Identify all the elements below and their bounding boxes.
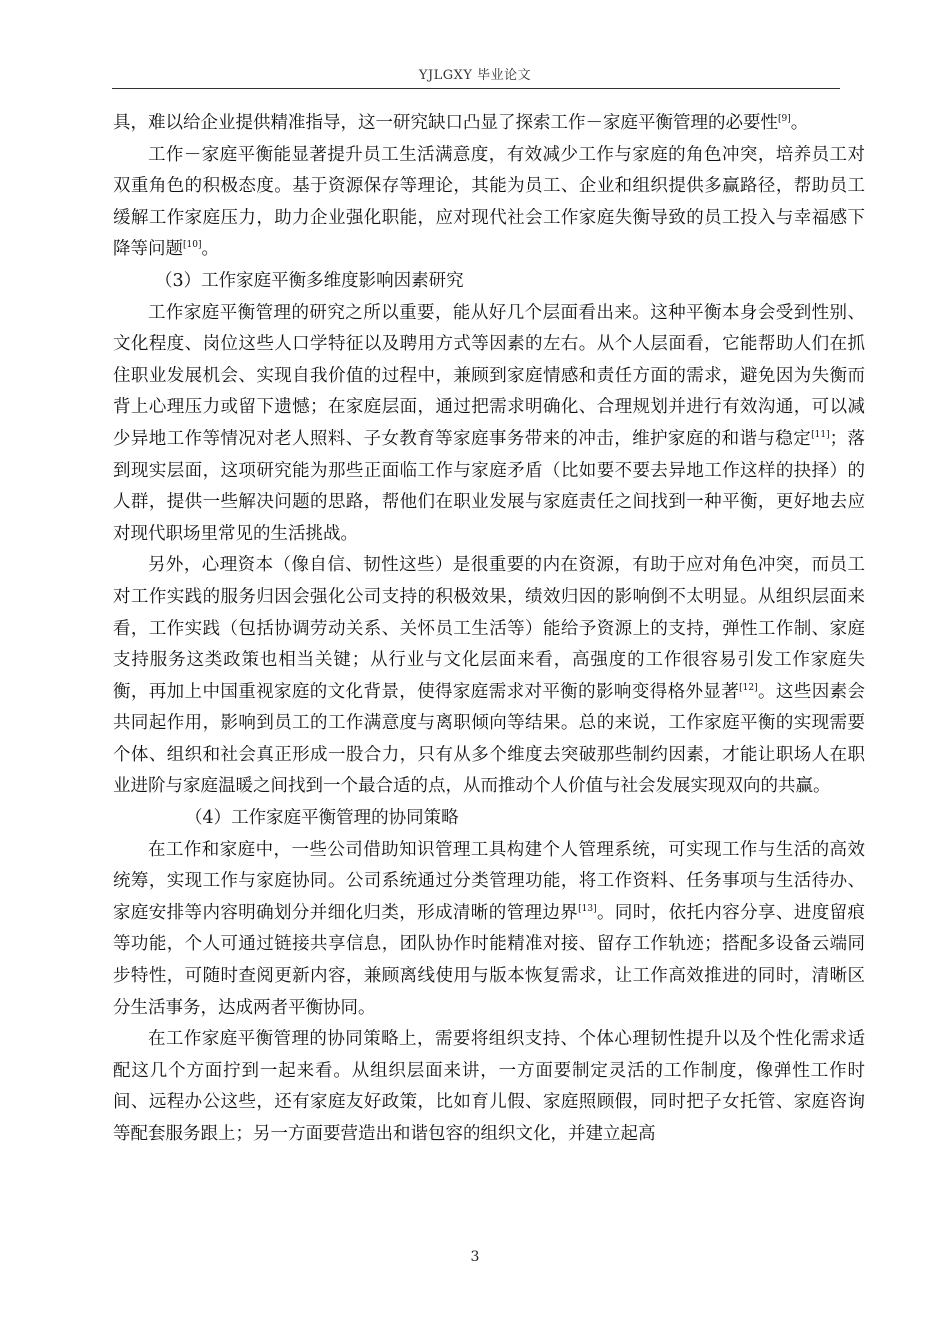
paragraph-1	[113, 108, 865, 140]
paragraph-2-text: 工作－家庭平衡能显著提升员工生活满意度，有效减少工作与家庭的角色冲突，培养员工对双重角色的积极态度。基于资源保存等理论，其能为员工、企业和组织提供多赢路径，帮助员工缓解工作家庭压力，助力企业强化职能，应对现代社会工作家庭失衡导致的员工投入与幸福感下降等问题	[113, 144, 865, 260]
paragraph-2-tail: 。	[201, 239, 219, 260]
paragraph-4-tail: 。这些因素会共同起作用，影响到员工的工作满意度与离职倾向等结果。总的来说，工作家庭平衡的实现需要个体、组织和社会真正形成一股合力，只有从多个维度去突破那些制约因素，才能让职场人在职业进阶与家庭温暖之间找到一个最合适的点，从而推动个人价值与社会发展实现双向的共赢。	[113, 681, 865, 797]
paragraph-3-text: 工作家庭平衡管理的研究之所以重要，能从好几个层面看出来。这种平衡本身会受到性别、文化程度、岗位这些人口学特征以及聘用方式等因素的左右。从个人层面看，它能帮助人们在抓住职业发展机会、实现自我价值的过程中，兼顾到家庭情感和责任方面的需求，避免因为失衡而背上心理压力或留下遗憾；在家庭层面，通过把需求明确化、合理规划并进行有效沟通，可以减少异地工作等情况对老人照料、子女教育等家庭事务带来的冲击，维护家庭的和谐与稳定	[113, 302, 865, 449]
citation-13: [13]	[578, 904, 597, 915]
paragraph-4	[113, 550, 865, 803]
page-number: 3	[470, 1249, 480, 1265]
header-rule	[112, 88, 840, 89]
subsection-heading-4: （4）工作家庭平衡管理的协同策略	[185, 808, 459, 829]
citation-12: [12]	[739, 682, 758, 693]
paragraph-5-text: 在工作和家庭中，一些公司借助知识管理工具构建个人管理系统，可实现工作与生活的高效统筹，实现工作与家庭协同。公司系统通过分类管理功能，将工作资料、任务事项与生活待办、家庭安排等内容明确划分并细化归类，形成清晰的管理边界	[113, 839, 865, 923]
paragraph-5	[113, 835, 865, 1025]
citation-11: [11]	[811, 430, 830, 441]
paragraph-1-text: 具，难以给企业提供精准指导，这一研究缺口凸显了探索工作－家庭平衡管理的必要性	[113, 113, 778, 133]
running-header: YJLGXY 毕业论文	[418, 68, 532, 83]
paragraph-2	[113, 140, 865, 266]
paragraph-5-tail: 。同时，依托内容分享、进度留痕等功能，个人可通过链接共享信息，团队协作时能精准对接、留存工作轨迹；搭配多设备云端同步特性，可随时查阅更新内容，兼顾离线使用与版本恢复需求，让工作高效推进的同时，清晰区分生活事务，达成两者平衡协同。	[113, 902, 865, 1018]
citation-10: [10]	[183, 240, 202, 251]
subsection-heading-3: （3）工作家庭平衡多维度影响因素研究	[155, 270, 464, 291]
citation-9: [9]	[778, 114, 791, 125]
paragraph-6-text: 在工作家庭平衡管理的协同策略上，需要将组织支持、个体心理韧性提升以及个性化需求适配这几个方面拧到一起来看。从组织层面来讲，一方面要制定灵活的工作制度，像弹性工作时间、远程办公这些，还有家庭友好政策，比如育儿假、家庭照顾假，同时把子女托管、家庭咨询等配套服务跟上；另一方面要营造出和谐包容的组织文化，并建立起高	[113, 1029, 865, 1144]
paragraph-4-text: 另外，心理资本（像自信、韧性这些）是很重要的内在资源，有助于应对角色冲突，而员工对工作实践的服务归因会强化公司支持的积极效果，绩效归因的影响倒不太明显。从组织层面来看，工作实践（包括协调劳动关系、关怀员工生活等）能给予资源上的支持，弹性工作制、家庭支持服务这类政策也相当关键；从行业与文化层面来看，高强度的工作很容易引发工作家庭失衡，再加上中国重视家庭的文化背景，使得家庭需求对平衡的影响变得格外显著	[113, 555, 865, 702]
paragraph-1-tail: 。	[790, 113, 809, 133]
paragraph-3	[113, 298, 865, 551]
body-text	[113, 108, 865, 1151]
paragraph-6	[113, 1024, 865, 1150]
paragraph-3-tail: ；落到现实层面，这项研究能为那些正面临工作与家庭矛盾（比如要不要去异地工作这样的抉择）的人群，提供一些解决问题的思路，帮他们在职业发展与家庭责任之间找到一种平衡，更好地去应对现代职场里常见的生活挑战。	[113, 428, 866, 544]
